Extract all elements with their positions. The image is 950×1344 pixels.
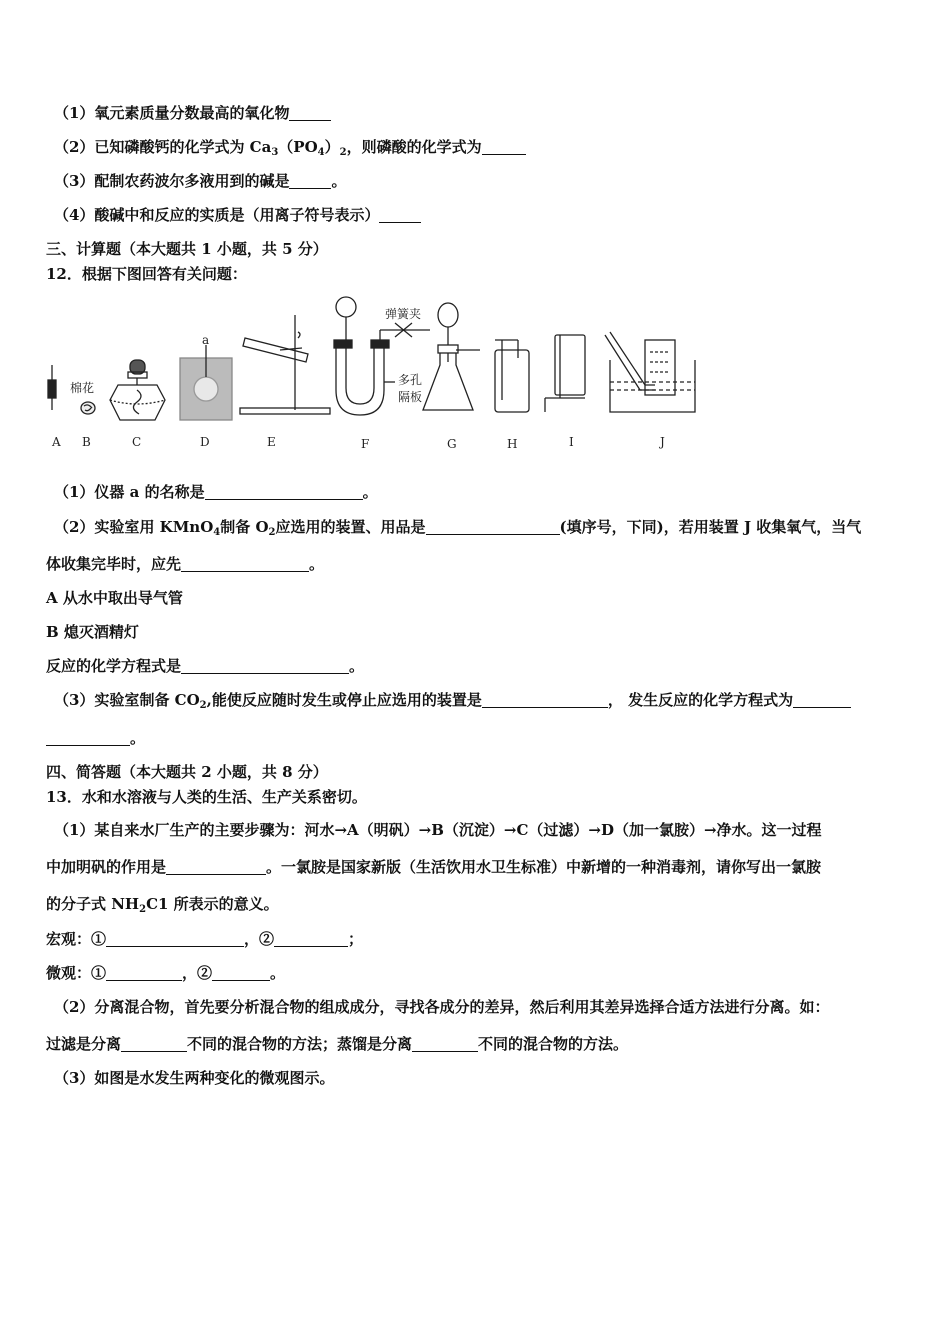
q12-equation: 反应的化学方程式是 。 bbox=[46, 657, 365, 675]
label-plate-1: 多孔 bbox=[398, 373, 423, 387]
q13-part2-cont: 过滤是分离 不同的混合物的方法；蒸馏是分离 不同的混合物的方法。 bbox=[46, 1035, 629, 1053]
q12-stem: 12．根据下图回答有关问题： bbox=[46, 265, 247, 283]
q13-part1-cont: 中加明矾的作用是 。一氯胺是国家新版（生活饮用水卫生标准）中新增的一种消毒剂，请你写出一氯胺 bbox=[46, 858, 822, 876]
q12-part2: （2）实验室用 KMnO$_4$制备 $O_2$应选用的装置、用品是 (填序号，下同)，若用装置 J 收集氧气，当气 bbox=[54, 518, 862, 538]
fig-label: B bbox=[82, 435, 91, 449]
answer-blank[interactable] bbox=[181, 659, 349, 674]
fig-label: G bbox=[447, 437, 457, 451]
apparatus-c-alcohol-lamp bbox=[110, 360, 165, 420]
answer-blank[interactable] bbox=[205, 485, 363, 500]
answer-blank[interactable] bbox=[46, 731, 130, 746]
q12-part3: （3）实验室制备 $CO_2$,能使反应随时发生或停止应选用的装置是 ， 发生反应的化学方程式为 bbox=[54, 690, 851, 716]
q11-part2: （2）已知磷酸钙的化学式为 $Ca_3(PO_4)_2$，则磷酸的化学式为 bbox=[54, 137, 526, 163]
apparatus-d-gauze bbox=[180, 345, 232, 420]
answer-blank[interactable] bbox=[412, 1037, 478, 1052]
answer-blank[interactable] bbox=[482, 140, 526, 155]
label-clip: 弹簧夹 bbox=[385, 307, 422, 321]
answer-blank[interactable] bbox=[289, 174, 331, 189]
fig-label: F bbox=[361, 437, 370, 451]
q13-macro: 宏观：① ，② ； bbox=[46, 930, 364, 948]
q13-part1: （1）某自来水厂生产的主要步骤为：河水→A（明矾）→B（沉淀）→C（过滤）→D（加一氯胺）→净水。这一过程 bbox=[54, 821, 822, 839]
answer-blank[interactable] bbox=[274, 932, 348, 947]
answer-blank[interactable] bbox=[482, 693, 608, 708]
answer-blank[interactable] bbox=[379, 208, 421, 223]
apparatus-j-trough bbox=[605, 332, 695, 412]
answer-blank[interactable] bbox=[793, 693, 851, 708]
q13-part1-formula: 的分子式 $NH_2C1$ 所表示的意义。 bbox=[46, 895, 279, 915]
apparatus-i-inverted-bottle bbox=[545, 335, 585, 412]
fig-label: E bbox=[267, 435, 276, 449]
section4-heading: 四、简答题（本大题共 2 小题，共 8 分） bbox=[46, 763, 328, 781]
fig-label: C bbox=[132, 435, 142, 449]
answer-blank[interactable] bbox=[121, 1037, 187, 1052]
answer-blank[interactable] bbox=[181, 557, 309, 572]
label-plate-2: 隔板 bbox=[398, 390, 423, 404]
apparatus-g-flask bbox=[423, 303, 480, 410]
q13-stem: 13．水和水溶液与人类的生活、生产关系密切。 bbox=[46, 788, 367, 806]
apparatus-figure bbox=[40, 290, 710, 455]
apparatus-a-test-tube bbox=[48, 365, 56, 410]
answer-blank[interactable] bbox=[289, 106, 331, 121]
q13-micro: 微观：① ，② 。 bbox=[46, 964, 286, 982]
q11-part1: （1）氧元素质量分数最高的氧化物 bbox=[54, 103, 331, 123]
q13-part3: （3）如图是水发生两种变化的微观图示。 bbox=[54, 1069, 335, 1087]
answer-blank[interactable] bbox=[426, 520, 560, 535]
q11-part3: （3）配制农药波尔多液用到的碱是 。 bbox=[54, 172, 347, 190]
q12-option-a: A 从水中取出导气管 bbox=[46, 589, 183, 607]
fig-label: A bbox=[52, 435, 61, 449]
q12-part3-cont: 。 bbox=[46, 728, 145, 748]
q12-part1: （1）仪器 a 的名称是 。 bbox=[54, 483, 378, 501]
label-a: a bbox=[202, 333, 210, 347]
answer-blank[interactable] bbox=[106, 932, 244, 947]
fig-label: I bbox=[569, 435, 574, 449]
fig-label: D bbox=[200, 435, 210, 449]
apparatus-e-iron-stand bbox=[240, 315, 330, 414]
q11-part4: （4）酸碱中和反应的实质是（用离子符号表示） bbox=[54, 205, 421, 225]
label-cotton: 棉花 bbox=[70, 381, 95, 395]
section3-heading: 三、计算题（本大题共 1 小题，共 5 分） bbox=[46, 240, 328, 258]
apparatus-h-gas-bottle bbox=[495, 340, 529, 412]
fig-label: J bbox=[660, 435, 665, 449]
apparatus-b-cotton bbox=[81, 402, 95, 414]
q13-part2: （2）分离混合物，首先要分析混合物的组成成分，寻找各成分的差异，然后利用其差异选择合适方法进行分离。如： bbox=[54, 998, 830, 1016]
fig-label: H bbox=[507, 437, 518, 451]
answer-blank[interactable] bbox=[166, 860, 266, 875]
answer-blank[interactable] bbox=[106, 966, 182, 981]
q12-option-b: B 熄灭酒精灯 bbox=[46, 623, 139, 641]
answer-blank[interactable] bbox=[212, 966, 270, 981]
q12-part2-cont: 体收集完毕时，应先 。 bbox=[46, 555, 325, 573]
